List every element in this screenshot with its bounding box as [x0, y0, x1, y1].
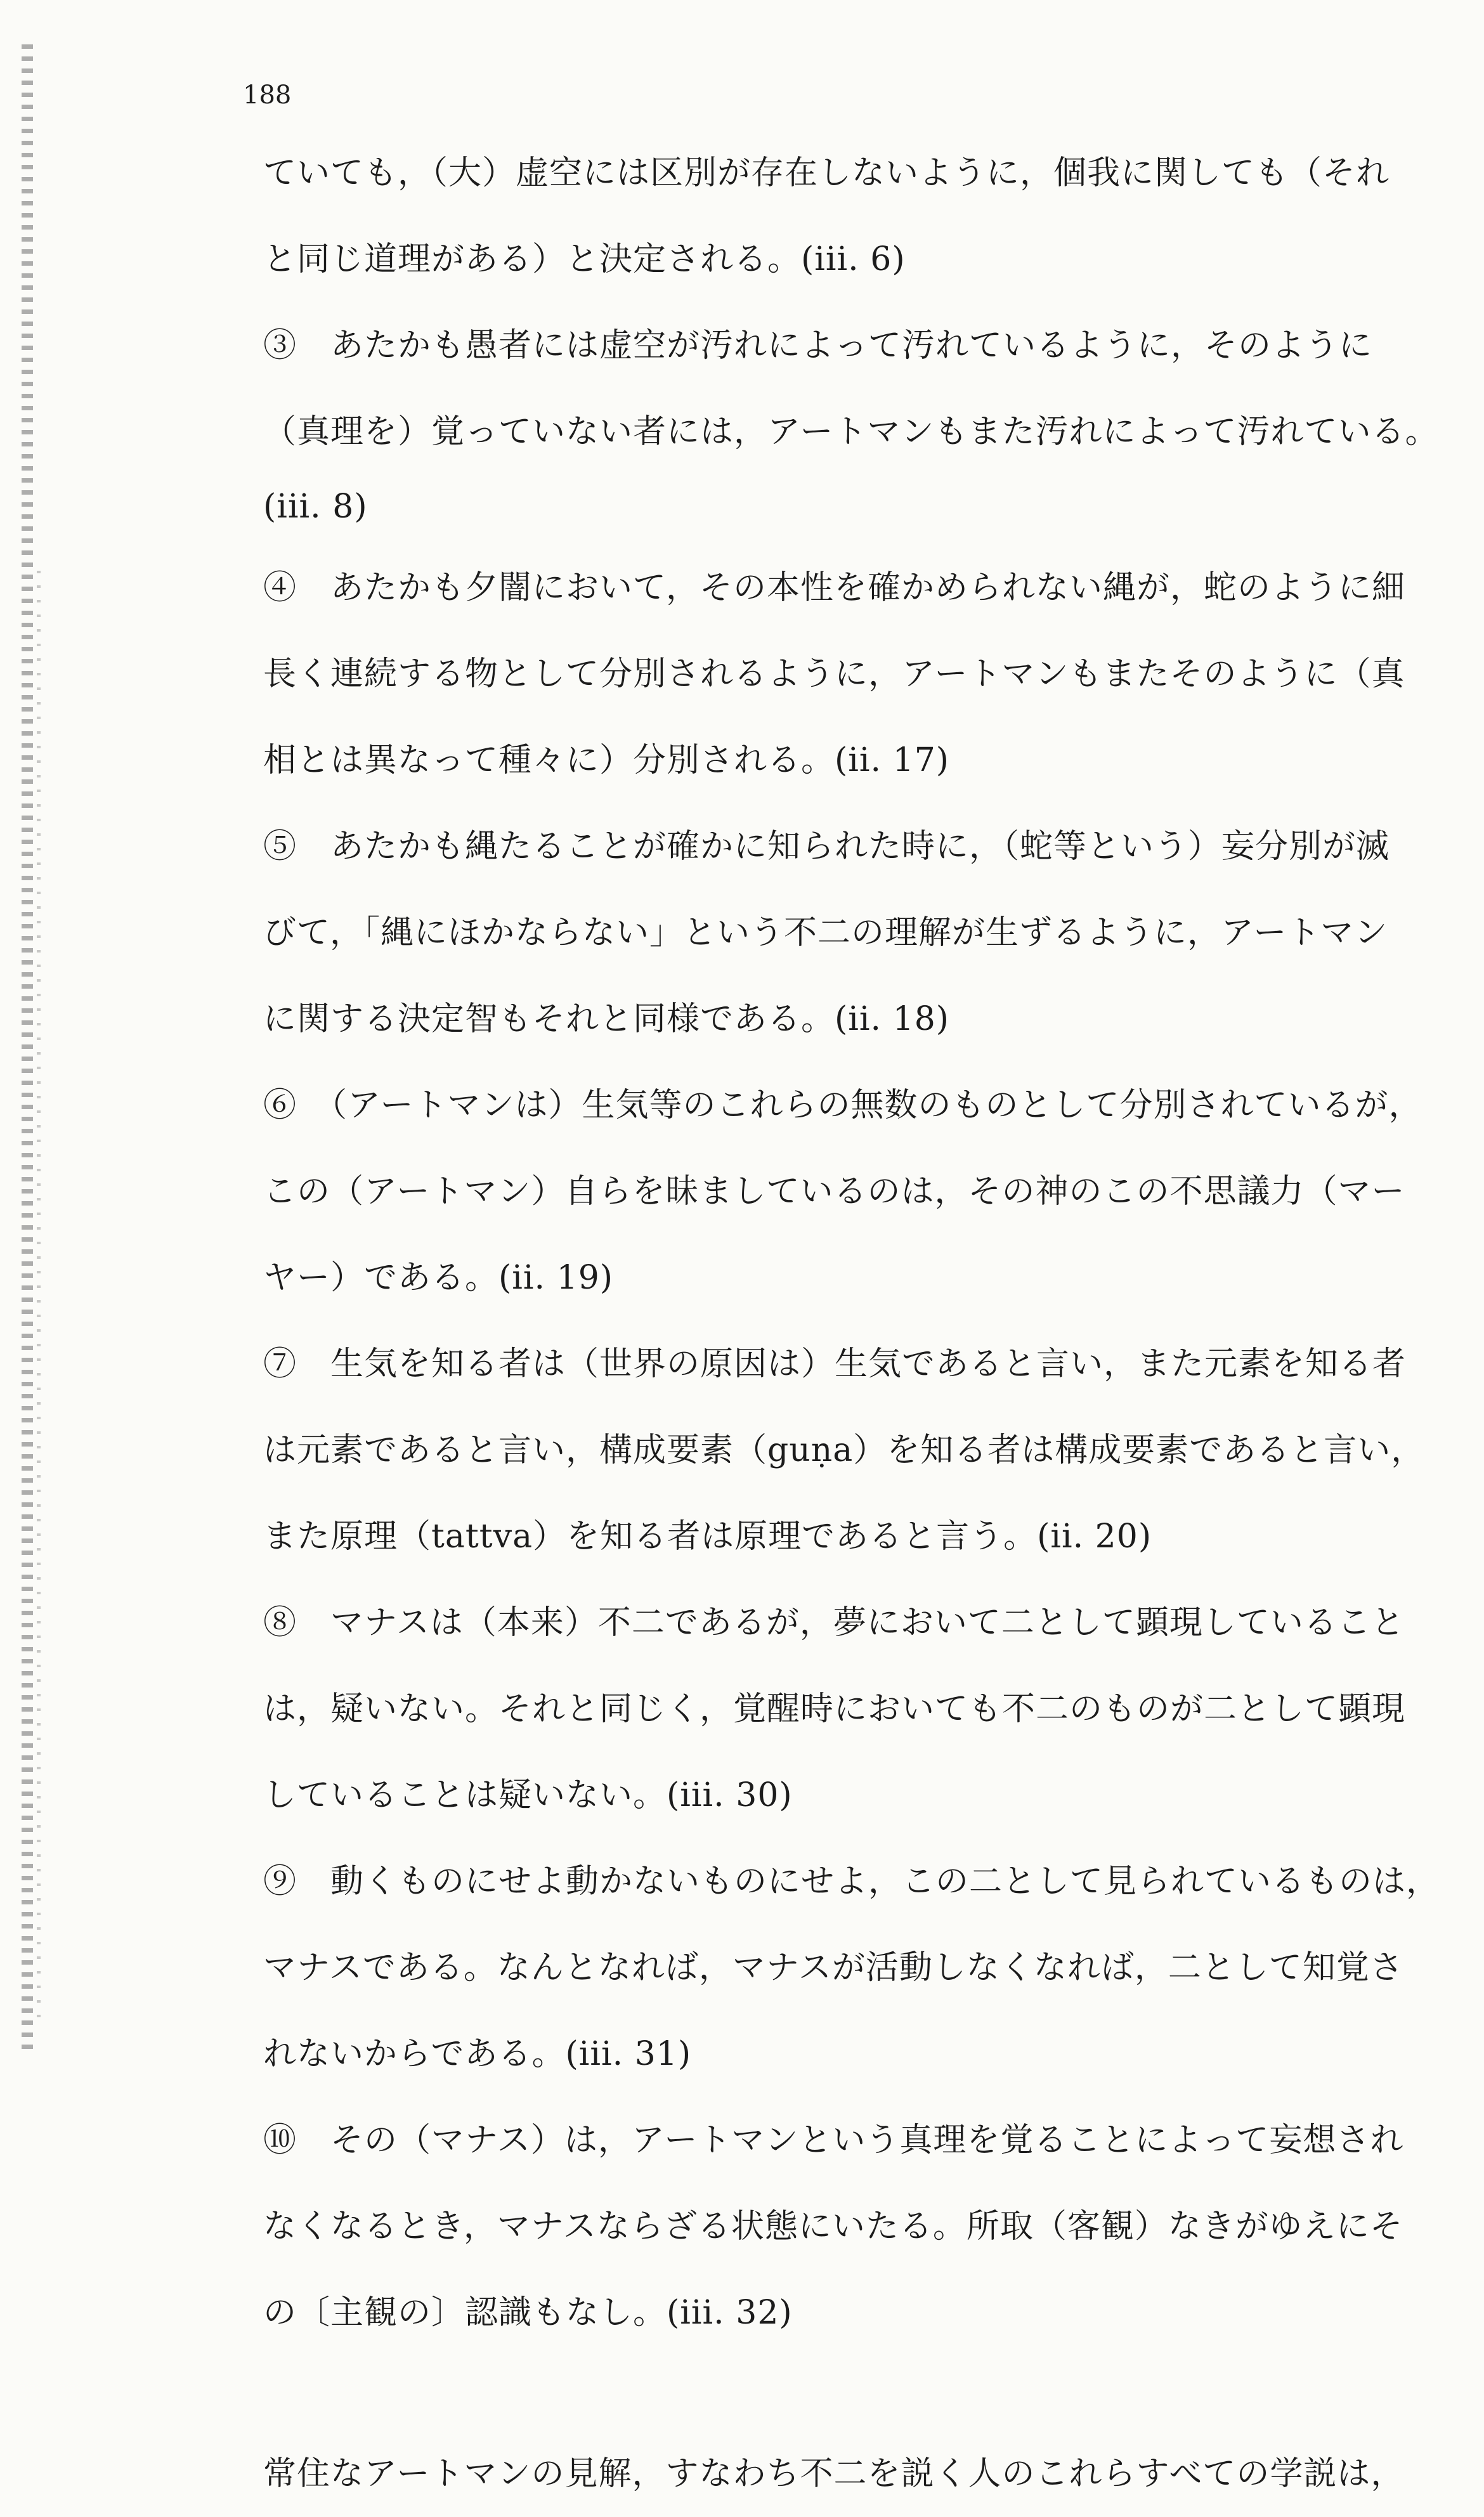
text-line: この（アートマン）自らを昧ましているのは，その神のこの不思議力（マー [263, 1173, 1405, 1211]
text-line: ⑤ あたかも縄たることが確かに知られた時に，（蛇等という）妄分別が滅 [263, 828, 1390, 866]
text-line: (iii. 8) [263, 488, 368, 526]
text-line-final: 常住なアートマンの見解，すなわち不二を説く人のこれらすべての学説は， [263, 2455, 1405, 2493]
body-text [263, 130, 1440, 2517]
text-line: と同じ道理がある）と決定される。(iii. 6) [263, 240, 906, 278]
text-line: ⑨ 動くものにせよ動かないものにせよ，この二として見られているものは， [263, 1863, 1440, 1901]
text-line: の〔主観の〕認識もなし。(iii. 32) [263, 2294, 793, 2332]
text-line: ヤー）である。(ii. 19) [263, 1259, 614, 1297]
text-line: は，疑いない。それと同じく，覚醒時においても不二のものが二として顕現 [263, 1690, 1405, 1728]
text-line: ⑧ マナスは（本来）不二であるが，夢において二として顕現していること [263, 1604, 1405, 1642]
text-line: ③ あたかも愚者には虚空が汚れによって汚れているように，そのように [263, 327, 1373, 365]
text-line: （真理を）覚っていない者には，アートマンもまた汚れによって汚れている。 [263, 413, 1439, 451]
paragraph-gap [263, 2356, 1386, 2431]
text-line: ⑩ その（マナス）は，アートマンという真理を覚ることによって妄想され [263, 2121, 1404, 2159]
text-line: ④ あたかも夕闇において，その本性を確かめられない縄が，蛇のように細 [263, 569, 1405, 607]
text-line: マナスである。なんとなれば，マナスが活動しなくなれば，二として知覚さ [263, 1949, 1403, 1987]
scan-binding-edge [22, 44, 33, 2055]
text-line: に関する決定智もそれと同様である。(ii. 18) [263, 1000, 950, 1038]
text-line: れないからである。(iii. 31) [263, 2035, 692, 2073]
text-line: なくなるとき，マナスならざる状態にいたる。所取（客観）なきがゆえにそ [263, 2208, 1403, 2246]
text-line: びて，「縄にほかならない」という不二の理解が生ずるように，アートマン [263, 914, 1388, 952]
text-line: ⑥ （アートマンは）生気等のこれらの無数のものとして分別されているが， [263, 1086, 1422, 1124]
text-line: 相とは異なって種々に）分別される。(ii. 17) [263, 741, 950, 779]
text-line: 長く連続する物として分別されるように，アートマンもまたそのように（真 [263, 655, 1405, 693]
text-line: ていても，（大）虚空には区別が存在しないように，個我に関しても（それ [263, 154, 1390, 192]
text-line: また原理（tattva）を知る者は原理であると言う。(ii. 20) [263, 1518, 1152, 1556]
text-line: ⑦ 生気を知る者は（世界の原因は）生気であると言い，また元素を知る者 [263, 1345, 1407, 1383]
text-line: は元素であると言い，構成要素（guṇa）を知る者は構成要素であると言い， [263, 1431, 1425, 1469]
text-line: していることは疑いない。(iii. 30) [263, 1776, 793, 1814]
scan-binding-edge-inner [37, 571, 41, 2029]
page-number: 188 [243, 81, 292, 110]
